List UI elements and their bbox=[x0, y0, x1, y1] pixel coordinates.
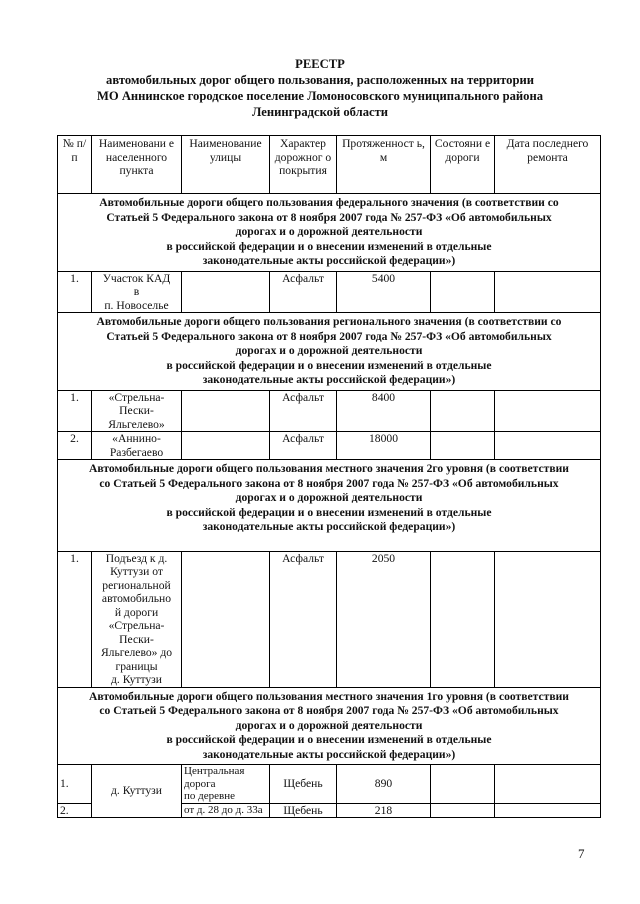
repair-date-cell bbox=[495, 551, 601, 687]
place-cell: «Аннино- Разбегаево bbox=[92, 432, 182, 460]
surface-cell: Щебень bbox=[270, 765, 337, 804]
length-cell: 218 bbox=[337, 803, 431, 818]
street-cell: от д. 28 до д. 33а bbox=[182, 803, 270, 818]
section-heading: Автомобильные дороги общего пользования федерального значения (в соответствии со Статьей 5 Федерального закона от 8 ноября 2007 года № 257-ФЗ «Об автомобильных дорогах и о дорожной деятельности в российской федерации и о внесении изменений в отдельные законодательные акты российской федерации») bbox=[58, 194, 601, 272]
header-cell-place: Наименовани е населенного пункта bbox=[92, 136, 182, 194]
condition-cell bbox=[431, 390, 495, 432]
table-row bbox=[58, 432, 601, 460]
row-number: 1. bbox=[58, 390, 92, 432]
length-cell: 2050 bbox=[337, 551, 431, 687]
place-cell: Подъезд к д. Куттузи от региональной автомобильно й дороги «Стрельна- Пески- Яльгелево» до границы д. Куттузи bbox=[92, 551, 182, 687]
page-number: 7 bbox=[578, 846, 585, 861]
section-heading: Автомобильные дороги общего пользования регионального значения (в соответствии со Статьей 5 Федерального закона от 8 ноября 2007 года № 257-ФЗ «Об автомобильных дорогах и о дорожной деятельности в российской федерации и о внесении изменений в отдельные законодательные акты российской федерации») bbox=[58, 313, 601, 391]
section-heading-row bbox=[58, 194, 601, 272]
header-cell-number: № п/п bbox=[58, 136, 92, 194]
length-cell: 18000 bbox=[337, 432, 431, 460]
condition-cell bbox=[431, 432, 495, 460]
table-row bbox=[58, 390, 601, 432]
surface-cell: Асфальт bbox=[270, 271, 337, 313]
surface-cell: Асфальт bbox=[270, 432, 337, 460]
table-row bbox=[58, 271, 601, 313]
surface-cell: Щебень bbox=[270, 803, 337, 818]
roads-registry-table bbox=[57, 135, 601, 818]
condition-cell bbox=[431, 803, 495, 818]
row-number: 1. bbox=[58, 765, 92, 804]
length-cell: 8400 bbox=[337, 390, 431, 432]
row-number: 1. bbox=[58, 271, 92, 313]
title-line: МО Аннинское городское поселение Ломоносовского муниципального района bbox=[96, 89, 544, 103]
header-cell-condition: Состояни е дороги bbox=[431, 136, 495, 194]
section-heading-row bbox=[58, 687, 601, 765]
surface-cell: Асфальт bbox=[270, 390, 337, 432]
length-cell: 5400 bbox=[337, 271, 431, 313]
section-heading: Автомобильные дороги общего пользования местного значения 1го уровня (в соответствии со Статьей 5 Федерального закона от 8 ноября 2007 года № 257-ФЗ «Об автомобильных дорогах и о дорожной деятельности в российской федерации и о внесении изменений в отдельные законодательные акты российской федерации») bbox=[58, 687, 601, 765]
header-cell-repair-date: Дата последнего ремонта bbox=[495, 136, 601, 194]
section-heading: Автомобильные дороги общего пользования местного значения 2го уровня (в соответствии со Статьей 5 Федерального закона от 8 ноября 2007 года № 257-ФЗ «Об автомобильных дорогах и о дорожной деятельности в российской федерации и о внесении изменений в отдельные законодательные акты российской федерации») bbox=[58, 460, 601, 552]
place-cell: Участок КАД в п. Новоселье bbox=[92, 271, 182, 313]
header-row bbox=[58, 136, 601, 194]
title-line: автомобильных дорог общего пользования, расположенных на территории bbox=[106, 73, 534, 87]
place-cell: д. Куттузи bbox=[92, 765, 182, 818]
repair-date-cell bbox=[495, 390, 601, 432]
row-number: 2. bbox=[58, 432, 92, 460]
street-cell bbox=[182, 551, 270, 687]
condition-cell bbox=[431, 551, 495, 687]
condition-cell bbox=[431, 271, 495, 313]
length-cell: 890 bbox=[337, 765, 431, 804]
place-cell: «Стрельна- Пески- Яльгелево» bbox=[92, 390, 182, 432]
row-number: 1. bbox=[58, 551, 92, 687]
repair-date-cell bbox=[495, 432, 601, 460]
header-cell-length: Протяженност ь, м bbox=[337, 136, 431, 194]
street-cell bbox=[182, 432, 270, 460]
header-cell-surface: Характер дорожног о покрытия bbox=[270, 136, 337, 194]
table-row bbox=[58, 765, 601, 804]
street-cell bbox=[182, 390, 270, 432]
section-heading-row bbox=[58, 313, 601, 391]
condition-cell bbox=[431, 765, 495, 804]
section-heading-row bbox=[58, 460, 601, 552]
table-row bbox=[58, 551, 601, 687]
row-number: 2. bbox=[58, 803, 92, 818]
repair-date-cell bbox=[495, 271, 601, 313]
title-line: Ленинградской области bbox=[251, 105, 389, 119]
header-cell-street: Наименование улицы bbox=[182, 136, 270, 194]
street-cell: Центральная дорога по деревне bbox=[182, 765, 270, 804]
title-line: РЕЕСТР bbox=[295, 57, 345, 71]
street-cell bbox=[182, 271, 270, 313]
repair-date-cell bbox=[495, 803, 601, 818]
repair-date-cell bbox=[495, 765, 601, 804]
surface-cell: Асфальт bbox=[270, 551, 337, 687]
page-title bbox=[0, 56, 640, 120]
